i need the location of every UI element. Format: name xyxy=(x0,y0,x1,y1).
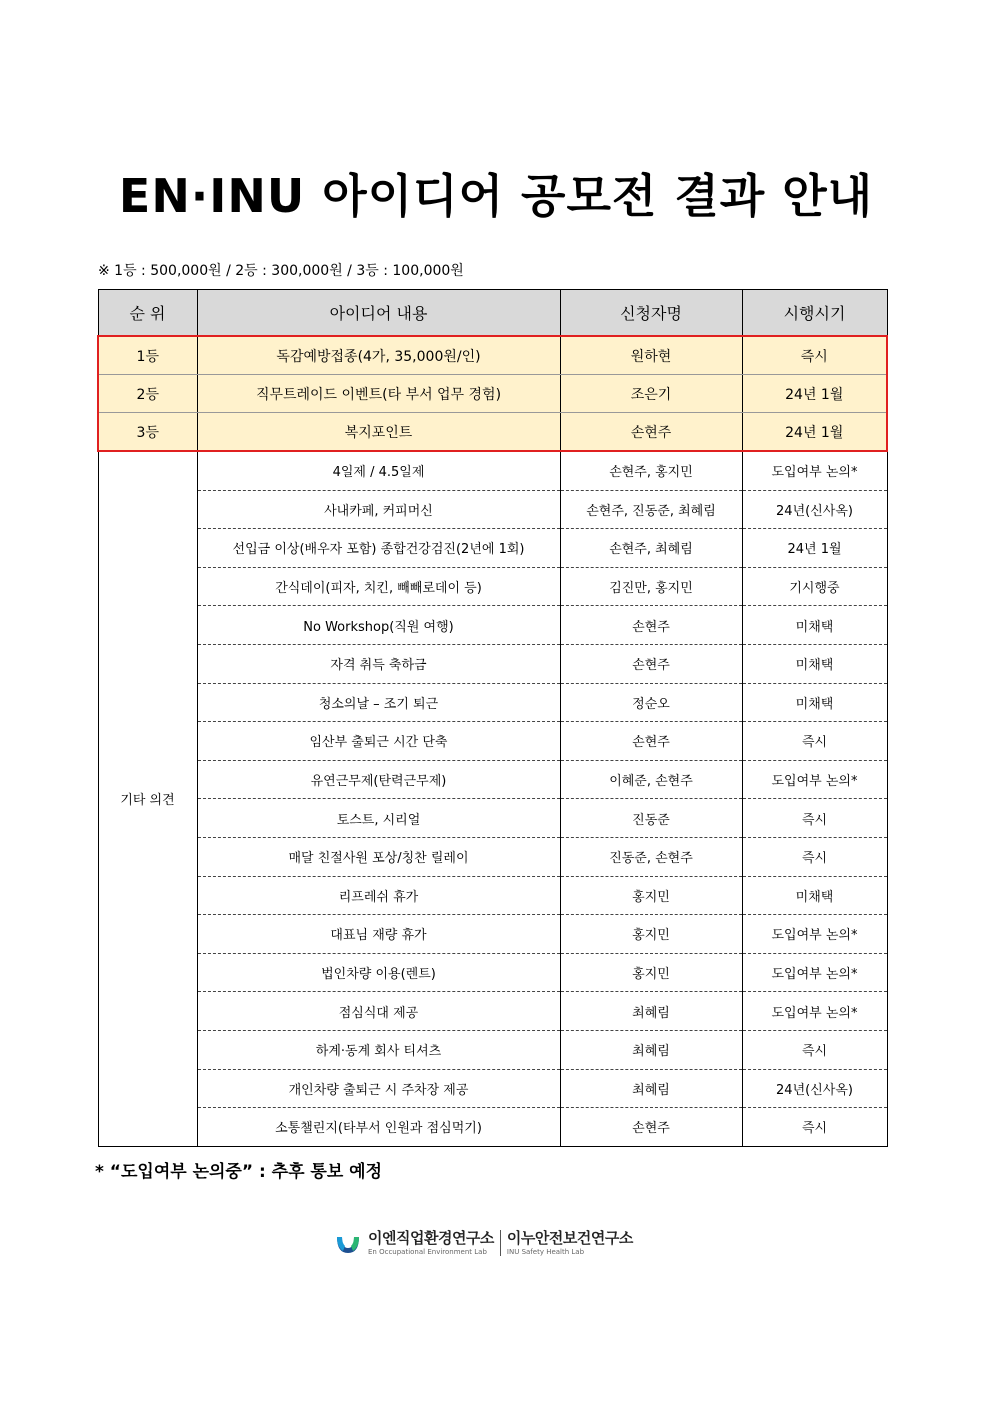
other-idea: 토스트, 시리얼 xyxy=(197,799,560,838)
other-period: 미채택 xyxy=(742,876,887,915)
winner-row xyxy=(98,375,887,413)
other-idea: 법인차량 이용(렌트) xyxy=(197,953,560,992)
other-period: 도입여부 논의* xyxy=(742,760,887,799)
page-title: EN·INU 아이디어 공모전 결과 안내 xyxy=(118,169,874,223)
logo-right-main: 이누안전보건연구소 xyxy=(506,1228,633,1247)
other-period: 즉시 xyxy=(742,837,887,876)
results-table xyxy=(97,289,888,1147)
winner-rank: 2등 xyxy=(98,375,197,413)
header-idea: 아이디어 내용 xyxy=(197,290,560,337)
other-idea: 선입금 이상(배우자 포함) 종합건강검진(2년에 1회) xyxy=(197,529,560,568)
other-period: 즉시 xyxy=(742,722,887,761)
header-name: 신청자명 xyxy=(560,290,742,337)
other-idea: 4일제 / 4.5일제 xyxy=(197,451,560,490)
other-name: 이혜준, 손현주 xyxy=(560,760,742,799)
other-idea: 간식데이(피자, 치킨, 빼빼로데이 등) xyxy=(197,567,560,606)
other-idea: 임산부 출퇴근 시간 단축 xyxy=(197,722,560,761)
other-row xyxy=(98,490,887,529)
other-row xyxy=(98,992,887,1031)
other-name: 손현주, 진동준, 최혜림 xyxy=(560,490,742,529)
other-period: 도입여부 논의* xyxy=(742,992,887,1031)
other-name: 손현주, 홍지민 xyxy=(560,451,742,490)
other-name: 손현주 xyxy=(560,722,742,761)
other-idea: 사내카페, 커피머신 xyxy=(197,490,560,529)
other-idea: 청소의날 – 조기 퇴근 xyxy=(197,683,560,722)
winner-row xyxy=(98,336,887,375)
other-row xyxy=(98,683,887,722)
other-period: 기시행중 xyxy=(742,567,887,606)
other-name: 최혜림 xyxy=(560,1069,742,1108)
logo-mark-icon xyxy=(334,1229,362,1257)
logo-left-sub: En Occupational Environment Lab xyxy=(368,1247,487,1256)
winner-idea: 독감예방접종(4가, 35,000원/인) xyxy=(197,336,560,375)
other-row xyxy=(98,567,887,606)
logo-right-sub: INU Safety Health Lab xyxy=(506,1247,585,1256)
other-name: 진동준 xyxy=(560,799,742,838)
other-idea: No Workshop(직원 여행) xyxy=(197,606,560,645)
header-period: 시행시기 xyxy=(742,290,887,337)
winner-rank: 3등 xyxy=(98,413,197,452)
other-period: 도입여부 논의* xyxy=(742,451,887,490)
other-row xyxy=(98,876,887,915)
other-row xyxy=(98,606,887,645)
other-row xyxy=(98,915,887,954)
other-row xyxy=(98,644,887,683)
other-period: 즉시 xyxy=(742,799,887,838)
other-name: 홍지민 xyxy=(560,953,742,992)
other-row xyxy=(98,1069,887,1108)
other-period: 24년 1월 xyxy=(742,529,887,568)
other-name: 최혜림 xyxy=(560,992,742,1031)
other-name: 홍지민 xyxy=(560,876,742,915)
other-name: 정순오 xyxy=(560,683,742,722)
prize-note: ※ 1등 : 500,000원 / 2등 : 300,000원 / 3등 : 100,000원 xyxy=(98,263,464,279)
header-rank: 순 위 xyxy=(98,290,197,337)
winner-name: 원하현 xyxy=(560,336,742,375)
other-idea: 리프레쉬 휴가 xyxy=(197,876,560,915)
other-name: 손현주 xyxy=(560,1108,742,1147)
other-idea: 소통챌린지(타부서 인원과 점심먹기) xyxy=(197,1108,560,1147)
other-name: 손현주 xyxy=(560,644,742,683)
other-period: 도입여부 논의* xyxy=(742,915,887,954)
other-name: 진동준, 손현주 xyxy=(560,837,742,876)
other-idea: 개인차량 출퇴근 시 주차장 제공 xyxy=(197,1069,560,1108)
other-row xyxy=(98,451,887,490)
other-idea: 점심식대 제공 xyxy=(197,992,560,1031)
other-period: 도입여부 논의* xyxy=(742,953,887,992)
other-name: 홍지민 xyxy=(560,915,742,954)
others-label: 기타 의견 xyxy=(98,451,197,1146)
other-idea: 매달 친절사원 포상/칭찬 릴레이 xyxy=(197,837,560,876)
other-period: 즉시 xyxy=(742,1030,887,1069)
other-name: 손현주, 최혜림 xyxy=(560,529,742,568)
other-row xyxy=(98,1030,887,1069)
winner-row xyxy=(98,413,887,452)
winner-idea: 복지포인트 xyxy=(197,413,560,452)
footnote: * “도입여부 논의중” : 추후 통보 예정 xyxy=(95,1162,383,1182)
other-row xyxy=(98,953,887,992)
other-period: 24년(신사옥) xyxy=(742,1069,887,1108)
other-row xyxy=(98,837,887,876)
logo-left-main: 이엔직업환경연구소 xyxy=(368,1228,494,1247)
winner-name: 손현주 xyxy=(560,413,742,452)
logo-divider xyxy=(500,1230,501,1256)
other-row xyxy=(98,760,887,799)
other-row xyxy=(98,722,887,761)
company-logo xyxy=(334,1226,633,1260)
winner-name: 조은기 xyxy=(560,375,742,413)
other-idea: 대표님 재량 휴가 xyxy=(197,915,560,954)
winner-idea: 직무트레이드 이벤트(타 부서 업무 경험) xyxy=(197,375,560,413)
other-name: 최혜림 xyxy=(560,1030,742,1069)
other-idea: 자격 취득 축하금 xyxy=(197,644,560,683)
other-name: 손현주 xyxy=(560,606,742,645)
other-period: 미채택 xyxy=(742,644,887,683)
other-idea: 하계·동계 회사 티셔츠 xyxy=(197,1030,560,1069)
winner-period: 24년 1월 xyxy=(742,375,887,413)
table-header-row xyxy=(98,290,887,337)
winner-period: 즉시 xyxy=(742,336,887,375)
other-period: 즉시 xyxy=(742,1108,887,1147)
other-period: 24년(신사옥) xyxy=(742,490,887,529)
other-period: 미채택 xyxy=(742,683,887,722)
other-name: 김진만, 홍지민 xyxy=(560,567,742,606)
other-idea: 유연근무제(탄력근무제) xyxy=(197,760,560,799)
winner-rank: 1등 xyxy=(98,336,197,375)
other-row xyxy=(98,799,887,838)
other-period: 미채택 xyxy=(742,606,887,645)
other-row xyxy=(98,529,887,568)
other-row xyxy=(98,1108,887,1147)
winner-period: 24년 1월 xyxy=(742,413,887,452)
